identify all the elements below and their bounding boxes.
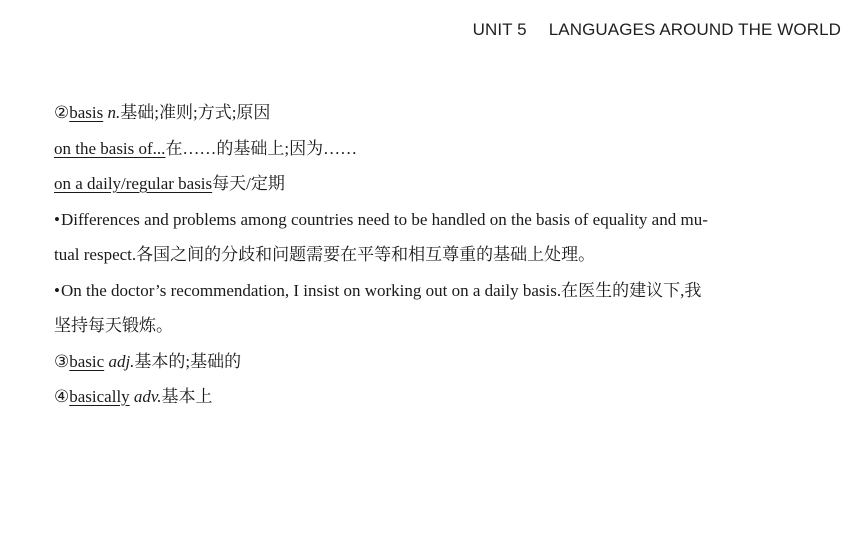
phrase-meaning: 在……的基础上;因为…… (165, 138, 358, 158)
phrase-meaning: 每天/定期 (212, 174, 285, 193)
entry-number: ③ (54, 351, 70, 371)
example-text: Differences and problems among countries need to be handled on the basis of equality and mu- (60, 209, 708, 229)
example-text: tual respect.各国之间的分歧和问题需要在平等和相互尊重的基础上处理。 (54, 245, 596, 264)
example-sentence-1-line-1 (54, 202, 794, 238)
unit-label: UNIT 5 (472, 20, 527, 39)
headword: basic (69, 351, 105, 371)
example-text: 坚持每天锻炼。 (54, 316, 173, 335)
page-header (473, 20, 841, 40)
entry-number: ④ (54, 387, 70, 406)
definition: 基本的;基础的 (134, 351, 242, 371)
part-of-speech: adv. (133, 387, 162, 406)
bullet-icon: • (54, 280, 60, 300)
definition: 基础;准则;方式;原因 (120, 103, 271, 122)
entry-basically (54, 379, 794, 415)
headword: basis (69, 103, 104, 122)
example-sentence-2-line-2 (54, 308, 794, 344)
entry-number: ② (54, 103, 70, 122)
phrase-text: on a daily/regular basis (54, 174, 213, 193)
bullet-icon: • (54, 209, 60, 229)
part-of-speech: adj. (108, 351, 135, 371)
vocabulary-notes (54, 95, 794, 415)
definition: 基本上 (161, 387, 213, 406)
entry-basic (54, 344, 794, 380)
part-of-speech: n. (107, 103, 121, 122)
headword: basically (69, 387, 130, 406)
phrase-on-the-basis-of (54, 131, 794, 167)
unit-title: LANGUAGES AROUND THE WORLD (548, 20, 841, 39)
phrase-on-a-daily-basis (54, 166, 794, 202)
example-text: On the doctor’s recommendation, I insist on working out on a daily basis.在医生的建议下,我 (60, 280, 702, 300)
example-sentence-2-line-1 (54, 273, 794, 309)
phrase-text: on the basis of... (54, 138, 166, 158)
entry-basis (54, 95, 794, 131)
example-sentence-1-line-2 (54, 237, 794, 273)
